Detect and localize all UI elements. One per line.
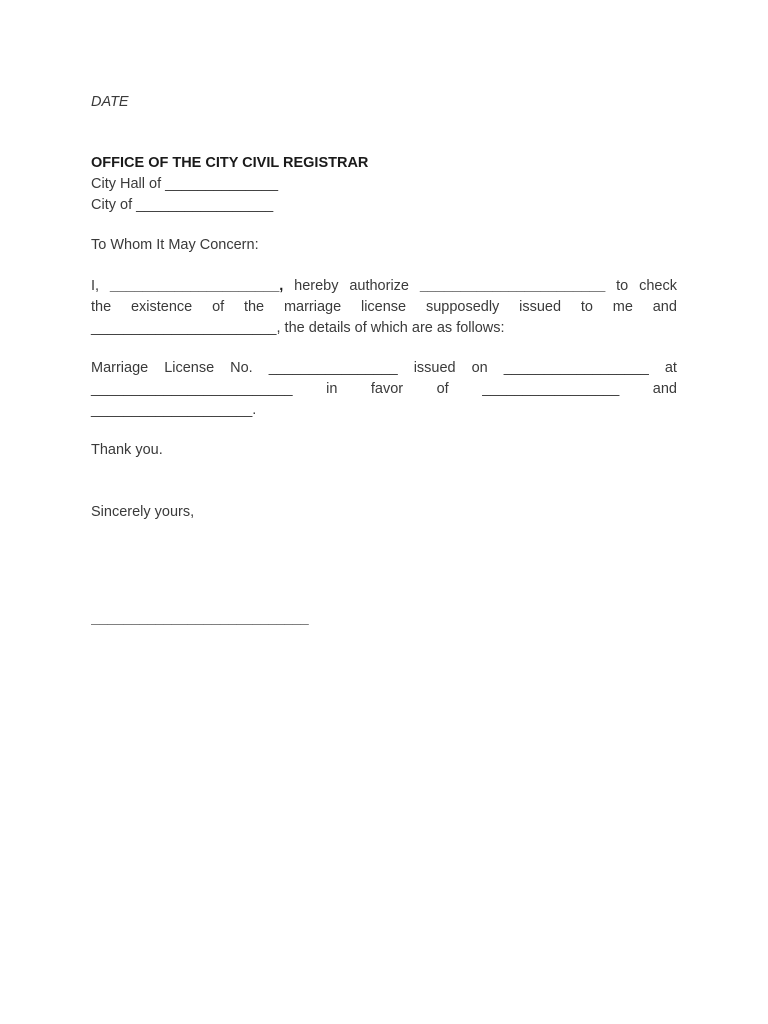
word: favor [370,381,404,397]
party-two-blank: ____________________. [91,402,257,418]
paragraph2-line1 [91,358,677,379]
word: marriage [283,299,342,315]
thanks-line: Thank you. [91,442,163,458]
word: to [616,278,629,294]
office-block [91,153,677,216]
word: authorize [349,278,409,294]
word: the [243,299,265,315]
word: check [639,278,677,294]
issue-date-blank: __________________ [503,360,649,376]
party-one-blank: _________________ [482,381,620,397]
authorization-paragraph [91,276,677,339]
word: on [471,360,488,376]
paragraph2-line2 [91,379,677,400]
city-hall-line: City Hall of ______________ [91,176,279,192]
word: and [652,299,677,315]
salutation: To Whom It May Concern: [91,237,259,253]
word: issued [519,299,562,315]
word: and [652,381,677,397]
signature-line: ___________________________ [91,611,309,627]
word: Marriage [91,360,149,376]
authorized-name-blank: _______________________ [419,278,606,294]
word: to [580,299,593,315]
paragraph1-line2 [91,297,677,318]
word: of [436,381,449,397]
license-number-blank: ________________ [268,360,398,376]
office-title: OFFICE OF THE CITY CIVIL REGISTRAR [91,155,369,171]
word: the [91,299,112,315]
city-line: City of _________________ [91,197,274,213]
word: I, [91,278,100,294]
word: me [612,299,633,315]
word: of [212,299,225,315]
paragraph1-line3: _______________________, the details of which are as follows: [91,320,505,336]
license-details-paragraph [91,358,677,421]
word: License [164,360,215,376]
word: in [326,381,338,397]
closing-line: Sincerely yours, [91,504,195,520]
word: existence [130,299,193,315]
authorizer-name-blank: _____________________, [109,278,284,294]
paragraph1-line1 [91,276,677,297]
word: at [664,360,677,376]
word: No. [230,360,253,376]
word: supposedly [425,299,500,315]
issue-place-blank: _________________________ [91,381,293,397]
word: hereby [294,278,339,294]
word: issued [413,360,456,376]
word: license [360,299,407,315]
date-label: DATE [91,94,129,110]
